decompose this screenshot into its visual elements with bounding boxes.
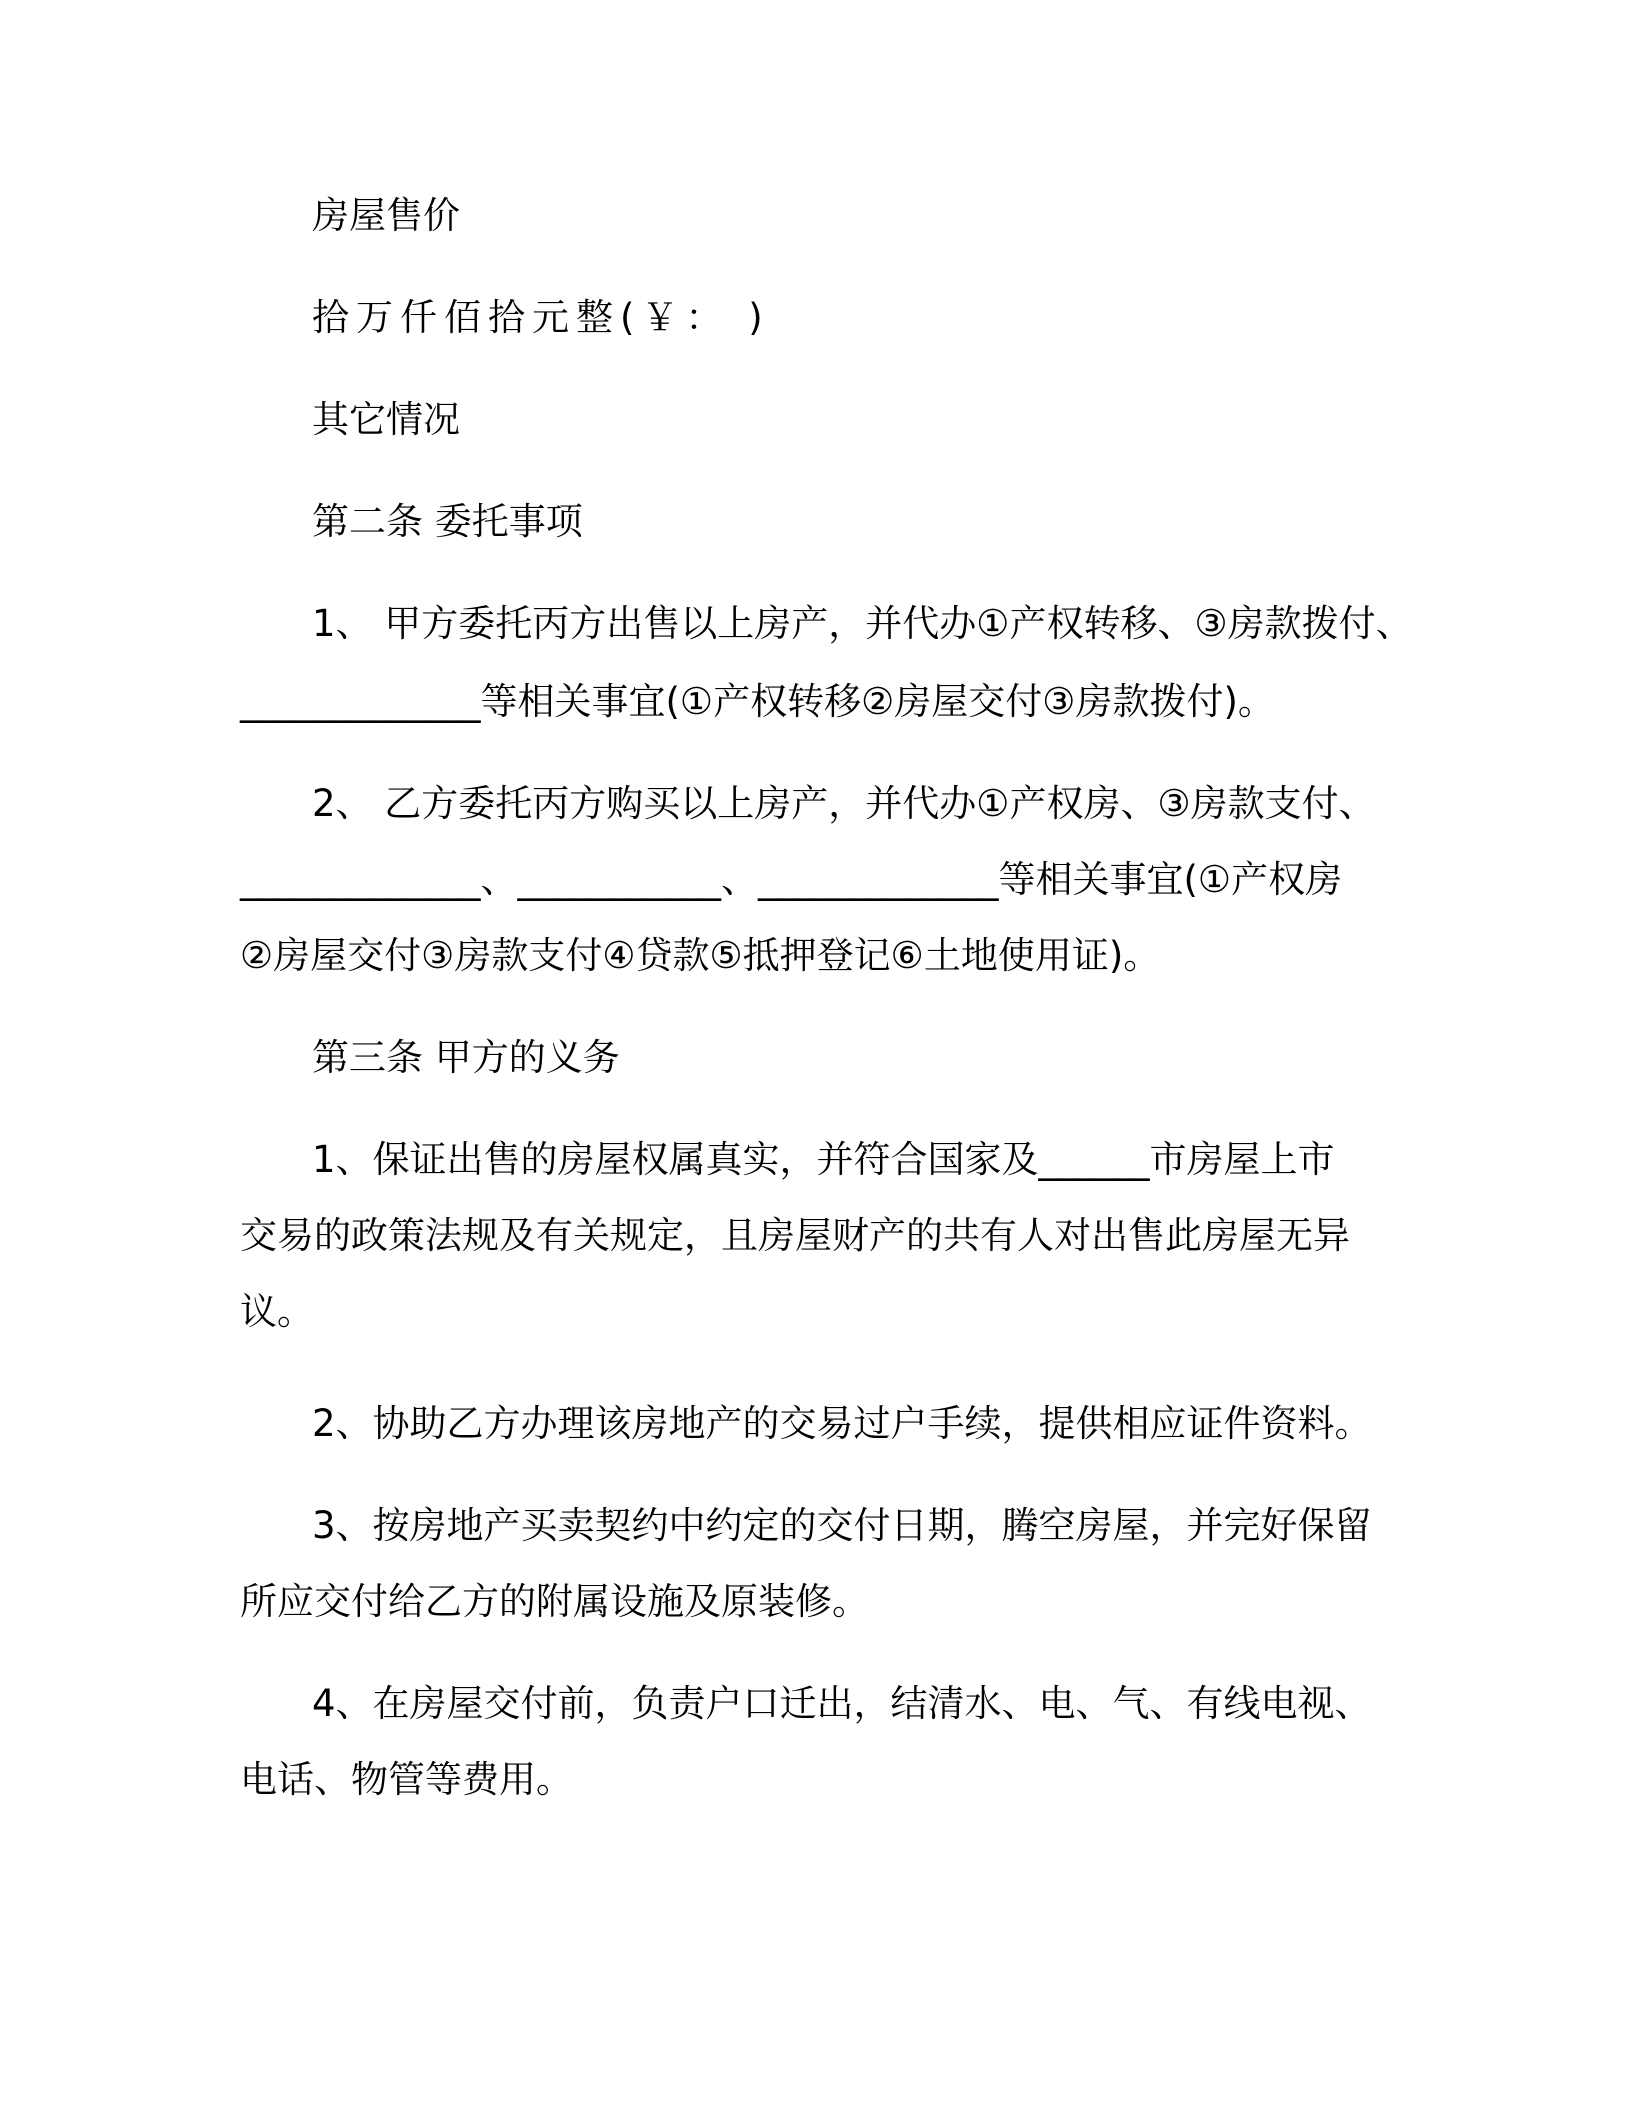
article-3-item-3-line-2: 所应交付给乙方的附属设施及原装修。 (240, 1580, 869, 1623)
price-amount-line: 拾万仟佰拾元整(￥： ) (312, 296, 770, 339)
article-2-item-2-line-1: 2、 乙方委托丙方购买以上房产，并代办①产权房、③房款支付、 (312, 782, 1376, 825)
article-2-item-1-line-2: _____________等相关事宜(①产权转移②房屋交付③房款拨付)。 (240, 680, 1275, 723)
article-2-item-2-line-2: _____________、___________、_____________等相关事宜(①产权房 (240, 858, 1343, 901)
article-2-item-2-line-3: ②房屋交付③房款支付④贷款⑤抵押登记⑥土地使用证)。 (240, 934, 1161, 977)
article-3-item-1-line-1: 1、保证出售的房屋权属真实，并符合国家及______市房屋上市 (312, 1138, 1335, 1181)
article-3-item-3-line-1: 3、按房地产买卖契约中约定的交付日期，腾空房屋，并完好保留 (312, 1504, 1372, 1547)
article-3-item-4-line-1: 4、在房屋交付前，负责户口迁出，结清水、电、气、有线电视、 (312, 1682, 1372, 1725)
label-other-info: 其它情况 (312, 398, 460, 441)
article-3-item-2: 2、协助乙方办理该房地产的交易过户手续，提供相应证件资料。 (312, 1402, 1372, 1445)
section-heading-article-2: 第二条 委托事项 (312, 500, 583, 543)
article-3-item-1-line-2: 交易的政策法规及有关规定，且房屋财产的共有人对出售此房屋无异 (240, 1214, 1350, 1257)
label-house-price: 房屋售价 (312, 194, 460, 237)
article-3-item-1-line-3: 议。 (240, 1290, 314, 1333)
section-heading-article-3: 第三条 甲方的义务 (312, 1036, 620, 1079)
article-3-item-4-line-2: 电话、物管等费用。 (240, 1758, 573, 1801)
article-2-item-1-line-1: 1、 甲方委托丙方出售以上房产，并代办①产权转移、③房款拨付、 (312, 602, 1413, 645)
